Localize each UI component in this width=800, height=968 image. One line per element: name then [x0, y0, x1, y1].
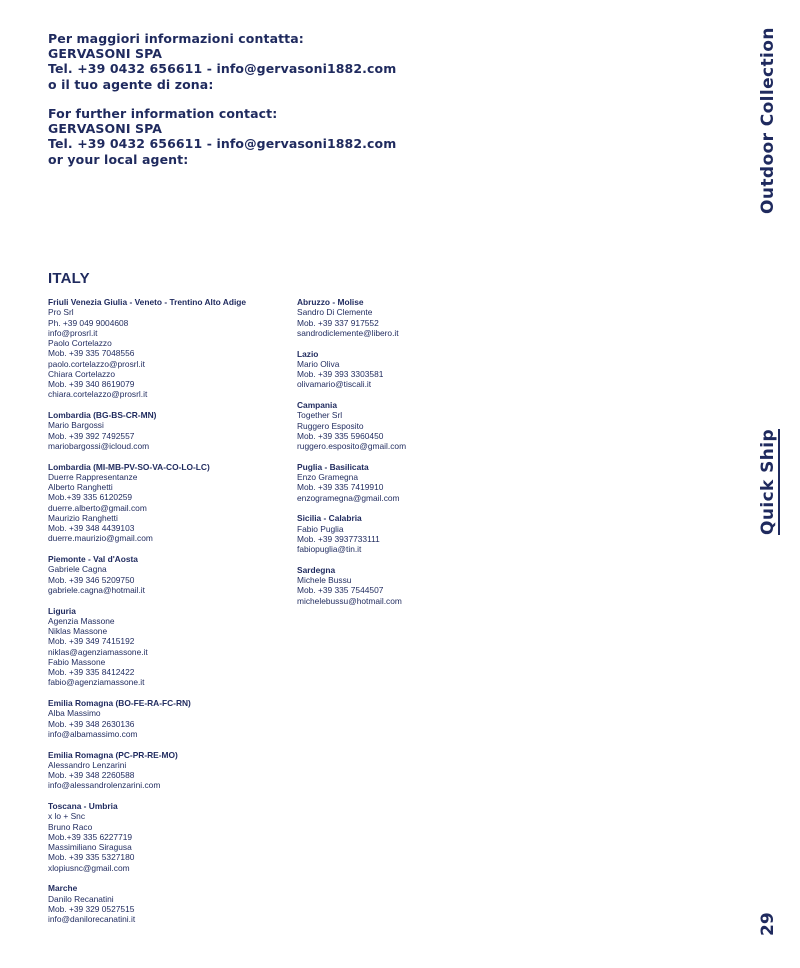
region-block — [297, 565, 537, 606]
region-block — [48, 554, 288, 595]
agent-detail: Mob. +39 335 7419910 — [297, 482, 384, 493]
agent-email: duerre.maurizio@gmail.com — [48, 533, 153, 544]
company-name: GERVASONI SPA — [48, 46, 163, 62]
agent-detail: Fabio Massone — [48, 656, 106, 667]
agent-detail: Mob. +39 348 2260588 — [48, 770, 135, 780]
region-block — [297, 297, 537, 338]
region-block — [48, 606, 288, 688]
agent-detail: Mob. +39 348 4439103 — [48, 523, 135, 533]
agent-detail: Mob.+39 335 6227719 — [48, 831, 133, 842]
agent-email: paolo.cortelazzo@prosrl.it — [48, 358, 145, 369]
agent-email: info@prosrl.it — [48, 327, 98, 338]
region-block — [48, 462, 288, 544]
contact-line: Per maggiori informazioni contatta: — [48, 31, 304, 46]
region-block — [48, 883, 288, 924]
agent-email: sandrodiclemente@libero.it — [297, 327, 399, 338]
region-title: Campania — [297, 400, 338, 410]
region-title: Abruzzo - Molise — [297, 297, 364, 307]
agent-detail: Mob. +39 337 917552 — [297, 317, 379, 328]
agent-detail: Mob. +39 346 5209750 — [48, 574, 135, 585]
region-title: Friuli Venezia Giulia - Veneto - Trentino Alto Adige — [48, 297, 247, 307]
region-block — [48, 750, 288, 791]
agent-email: gabriele.cagna@hotmail.it — [48, 584, 145, 595]
region-block — [297, 349, 537, 390]
region-block — [48, 698, 288, 739]
region-title: Emilia Romagna (PC-PR-RE-MO) — [48, 749, 178, 760]
agent-detail: Agenzia Massone — [48, 615, 115, 626]
agent-email: xlopiusnc@gmail.com — [48, 862, 130, 873]
agent-email: info@alessandrolenzarini.com — [48, 780, 161, 791]
agent-detail: Ruggero Esposito — [297, 420, 364, 431]
region-title: Marche — [48, 883, 78, 894]
agent-email: enzogramegna@gmail.com — [297, 492, 400, 503]
agent-detail: Fabio Puglia — [297, 523, 344, 534]
agents-column-left — [48, 297, 288, 935]
region-block — [297, 462, 537, 503]
contact-info-english — [48, 106, 396, 167]
agent-detail: Enzo Gramegna — [297, 472, 358, 482]
agent-detail: Michele Bussu — [297, 575, 352, 585]
region-title: Lazio — [297, 348, 319, 359]
agent-email: niklas@agenziamassone.it — [48, 646, 148, 657]
region-title: Emilia Romagna (BO-FE-RA-FC-RN) — [48, 698, 191, 708]
region-block — [48, 410, 288, 451]
agent-detail: Maurizio Ranghetti — [48, 512, 118, 523]
region-title: Lombardia (BG-BS-CR-MN) — [48, 410, 157, 420]
collection-title: Outdoor Collection — [758, 27, 778, 214]
agent-detail: Mob. +39 348 2630136 — [48, 718, 135, 729]
agent-detail: Mario Oliva — [297, 358, 340, 369]
agent-detail: Mob. +39 393 3303581 — [297, 369, 384, 379]
agent-email: fabio@agenziamassone.it — [48, 677, 145, 688]
agent-detail: Mob. +39 340 8619079 — [48, 379, 135, 389]
agent-detail: Mob. +39 329 0527515 — [48, 903, 135, 914]
agent-email: fabiopuglia@tin.it — [297, 544, 362, 554]
agent-detail: Ph. +39 049 9004608 — [48, 317, 129, 328]
page-number: 29 — [758, 912, 778, 936]
agent-detail: Mob. +39 335 7544507 — [297, 585, 384, 596]
agent-detail: Mob. +39 335 5960450 — [297, 430, 384, 441]
agent-detail: Mob.+39 335 6120259 — [48, 492, 133, 503]
region-title: Toscana - Umbria — [48, 801, 118, 811]
region-title: Sardegna — [297, 564, 336, 575]
agent-detail: Niklas Massone — [48, 626, 108, 636]
region-title: Sicilia - Calabria — [297, 513, 362, 524]
region-block — [297, 513, 537, 554]
agent-email: duerre.alberto@gmail.com — [48, 502, 147, 513]
agent-detail: Alberto Ranghetti — [48, 482, 113, 492]
contact-line: For further information contact: — [48, 106, 278, 121]
agent-detail: Mob. +39 3937733111 — [297, 533, 380, 544]
agent-detail: Chiara Cortelazzo — [48, 368, 116, 379]
agent-email: ruggero.esposito@gmail.com — [297, 441, 407, 451]
region-title: Liguria — [48, 605, 76, 616]
agent-detail: Bruno Raco — [48, 821, 93, 832]
agent-detail: Mob. +39 349 7415192 — [48, 636, 135, 647]
region-block — [297, 400, 537, 451]
agent-detail: Mob. +39 335 8412422 — [48, 667, 135, 677]
agent-email: olivamario@tiscali.it — [297, 379, 372, 390]
agent-detail: Paolo Cortelazzo — [48, 338, 112, 348]
contact-line: or your local agent: — [48, 151, 189, 167]
agent-detail: Mob. +39 392 7492557 — [48, 430, 135, 441]
region-block — [48, 297, 288, 400]
region-block — [48, 801, 288, 873]
contact-line: o il tuo agente di zona: — [48, 76, 214, 92]
agent-detail: Duerre Rappresentanze — [48, 471, 138, 482]
agent-detail: Sandro Di Clemente — [297, 307, 373, 318]
country-heading: ITALY — [48, 270, 90, 287]
agent-detail: Pro Srl — [48, 307, 74, 318]
company-name: GERVASONI SPA — [48, 121, 163, 137]
region-title: Lombardia (MI-MB-PV-SO-VA-CO-LO-LC) — [48, 461, 210, 472]
agent-email: mariobargossi@icloud.com — [48, 440, 150, 451]
agent-detail: x lo + Snc — [48, 811, 86, 822]
agent-detail: Together Srl — [297, 410, 343, 421]
agents-column-right — [297, 297, 537, 616]
agent-detail: Massimiliano Siragusa — [48, 842, 132, 852]
agent-email: michelebussu@hotmail.com — [297, 595, 402, 606]
agent-detail: Mario Bargossi — [48, 420, 104, 431]
agent-detail: Mob. +39 335 5327180 — [48, 852, 135, 863]
contact-info-italian — [48, 31, 396, 92]
agent-detail: Danilo Recanatini — [48, 893, 114, 904]
agent-detail: Mob. +39 335 7048556 — [48, 348, 135, 359]
agent-email: info@danilorecanatini.it — [48, 914, 136, 924]
company-phone-email: Tel. +39 0432 656611 - info@gervasoni1882.com — [48, 136, 397, 152]
agent-detail: Alba Massimo — [48, 708, 101, 719]
section-title: Quick Ship — [758, 428, 778, 535]
agent-email: info@albamassimo.com — [48, 728, 138, 739]
agent-detail: Alessandro Lenzarini — [48, 759, 127, 770]
agent-email: chiara.cortelazzo@prosrl.it — [48, 389, 148, 400]
region-title: Piemonte - Val d'Aosta — [48, 554, 138, 564]
region-title: Puglia - Basilicata — [297, 461, 369, 472]
company-phone-email: Tel. +39 0432 656611 - info@gervasoni1882.com — [48, 61, 397, 77]
agent-detail: Gabriele Cagna — [48, 564, 107, 575]
